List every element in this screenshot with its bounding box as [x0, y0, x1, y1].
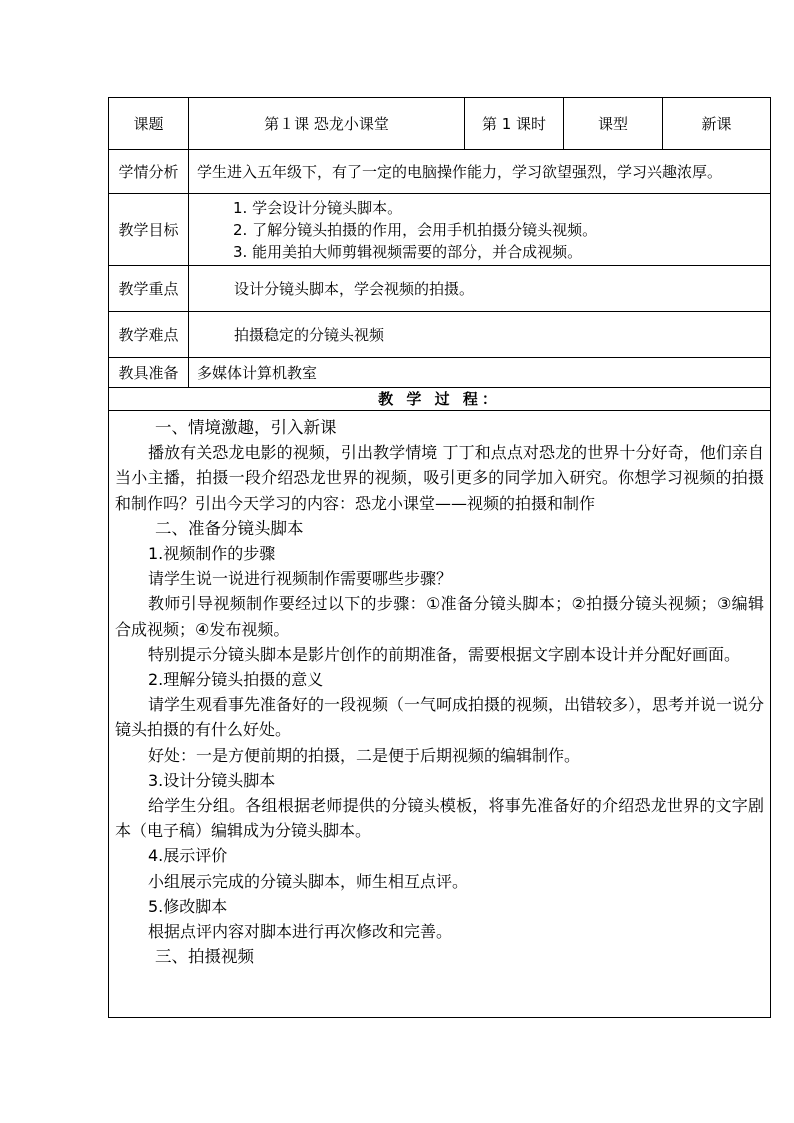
- process-paragraph: 根据点评内容对脚本进行再次修改和完善。: [148, 922, 453, 942]
- equipment-text: 多媒体计算机教室: [189, 358, 771, 388]
- process-paragraph: 教师引导视频制作要经过以下的步骤：①准备分镜头脚本；②拍摄分镜头视频；③编辑合成视频；④发布视频。: [115, 594, 764, 639]
- process-paragraph: 请学生说一说进行视频制作需要哪些步骤？: [148, 569, 453, 589]
- difficulties-row: [109, 312, 771, 358]
- process-subheading: 3.设计分镜头脚本: [148, 770, 276, 790]
- process-paragraph: 播放有关恐龙电影的视频，引出教学情境 丁丁和点点对恐龙的世界十分好奇，他们亲自当小主播，拍摄一段介绍恐龙世界的视频，吸引更多的同学加入研究。你想学习视频的拍摄和制作吗？引出今天学习的内容：恐龙小课堂——视频的拍摄和制作: [115, 443, 764, 513]
- analysis-label: 学情分析: [109, 150, 189, 194]
- topic-value: 第１课 恐龙小课堂: [189, 98, 465, 150]
- type-label: 课型: [564, 98, 663, 150]
- process-heading: 二、准备分镜头脚本: [155, 518, 304, 538]
- process-row: [109, 411, 771, 1018]
- process-body: [109, 411, 771, 1018]
- goal-item: 2. 了解分镜头拍摄的作用，会用手机拍摄分镜头视频。: [233, 220, 598, 239]
- key-points-row: [109, 266, 771, 312]
- key-points-text: 设计分镜头脚本，学会视频的拍摄。: [189, 266, 771, 312]
- process-heading: 一、情境激趣，引入新课: [155, 418, 337, 437]
- process-title-row: [109, 388, 771, 411]
- process-title: 教 学 过 程：: [109, 388, 771, 411]
- difficulties-label: 教学难点: [109, 312, 189, 358]
- period-label: 第 1 课时: [465, 98, 564, 150]
- lesson-plan-table: [108, 97, 771, 1018]
- type-value: 新课: [663, 98, 771, 150]
- process-paragraph: 好处：一是方便前期的拍摄，二是便于后期视频的编辑制作。: [148, 745, 581, 765]
- process-subheading: 2.理解分镜头拍摄的意义: [148, 670, 324, 690]
- process-paragraph: 特别提示分镜头脚本是影片创作的前期准备，需要根据文字剧本设计并分配好画面。: [148, 644, 741, 664]
- equipment-label: 教具准备: [109, 358, 189, 388]
- process-paragraph: 给学生分组。各组根据老师提供的分镜头模板，将事先准备好的介绍恐龙世界的文字剧本（电子稿）编辑成为分镜头脚本。: [115, 796, 764, 841]
- process-heading: 三、拍摄视频: [155, 947, 254, 967]
- process-paragraph: 小组展示完成的分镜头脚本，师生相互点评。: [148, 871, 469, 891]
- goal-item: 1. 学会设计分镜头脚本。: [233, 198, 403, 217]
- goals-label: 教学目标: [109, 194, 189, 266]
- goal-item: 3. 能用美拍大师剪辑视频需要的部分，并合成视频。: [233, 242, 583, 261]
- goals-row: [109, 194, 771, 266]
- lesson-plan: [108, 97, 770, 1018]
- equipment-row: [109, 358, 771, 388]
- goals-list: [189, 194, 771, 266]
- header-row: [109, 98, 771, 150]
- process-subheading: 5.修改脚本: [148, 896, 228, 916]
- topic-label: 课题: [109, 98, 189, 150]
- analysis-row: [109, 150, 771, 194]
- process-subheading: 4.展示评价: [148, 846, 228, 866]
- key-points-label: 教学重点: [109, 266, 189, 312]
- difficulties-text: 拍摄稳定的分镜头视频: [189, 312, 771, 358]
- process-paragraph: 请学生观看事先准备好的一段视频（一气呵成拍摄的视频，出错较多），思考并说一说分镜头拍摄的有什么好处。: [115, 695, 765, 740]
- process-subheading: 1.视频制作的步骤: [148, 544, 276, 564]
- analysis-text: 学生进入五年级下，有了一定的电脑操作能力，学习欲望强烈，学习兴趣浓厚。: [189, 150, 771, 194]
